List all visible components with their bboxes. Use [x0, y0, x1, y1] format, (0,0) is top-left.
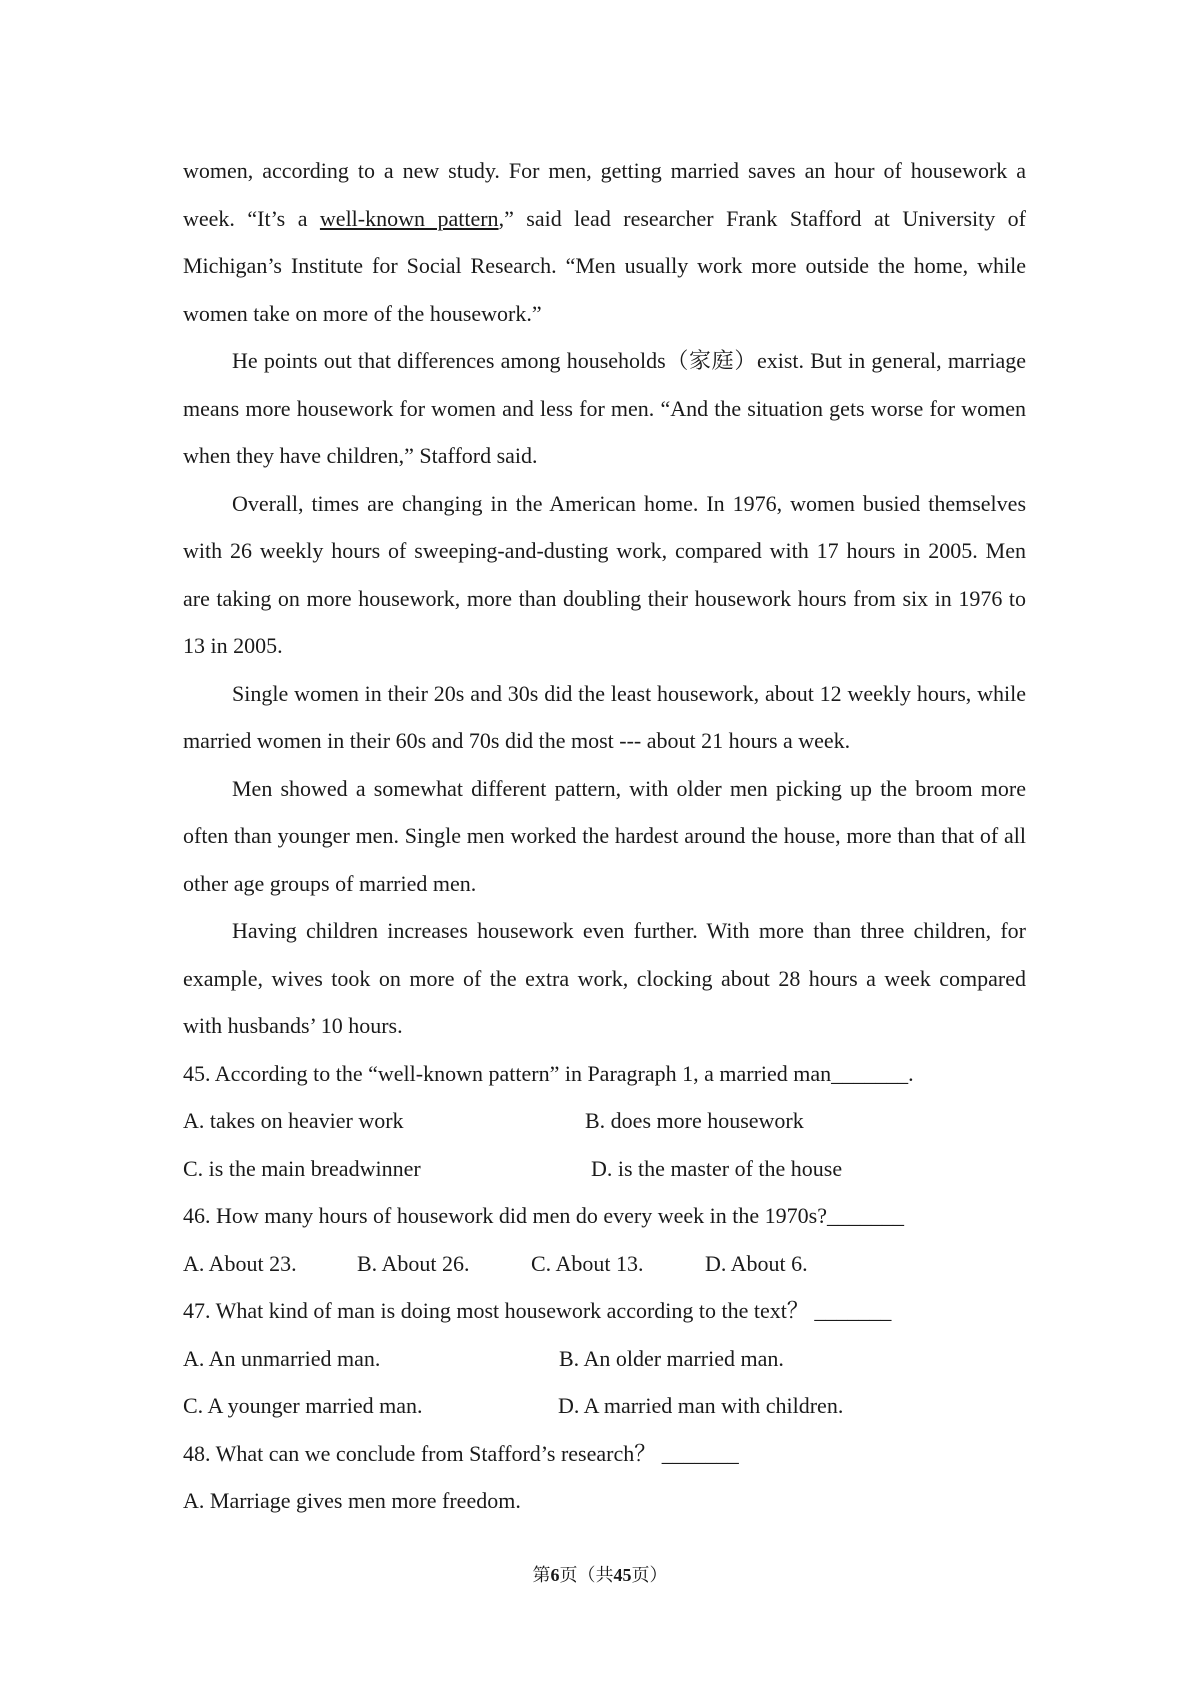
- option-46-d: D. About 6.: [705, 1250, 808, 1276]
- passage-paragraph-6: Having children increases housework even further. With more than three children, for example, wives took on more of the extra work, clocking about 28 hours a week compared with husbands’ 10 hours.: [183, 918, 1026, 1038]
- option-47-b: B. An older married man.: [559, 1345, 784, 1371]
- underlined-phrase: well-known pattern: [319, 205, 499, 231]
- paragraph-1-end: ,” said lead researcher Frank Stafford at University of Michigan’s Institute for Social Research. “Men usually work more outside the home, while women take on more of the housework.”: [183, 205, 1027, 326]
- passage-paragraph-2: He points out that differences among households（家庭）exist. But in general, marriage means more housework for women and less for men. “And the situation gets worse for women when they have children,” Stafford said.: [183, 348, 1026, 468]
- option-45-b: B. does more housework: [585, 1108, 804, 1133]
- option-45-a: A. takes on heavier work: [183, 1108, 404, 1133]
- option-47-d: D. A married man with children.: [558, 1393, 844, 1418]
- option-46-b: B. About 26.: [357, 1250, 470, 1276]
- document-body: [183, 147, 1026, 1525]
- question-45-options-row-1: [183, 1097, 1026, 1145]
- passage-paragraph-3: Overall, times are changing in the American home. In 1976, women busied themselves with 26 weekly hours of sweeping-and-dusting work, compared with 17 hours in 2005. Men are taking on more housework, more than doubling their housework hours from six in 1976 to 13 in 2005.: [183, 490, 1026, 658]
- passage-paragraph-4: Single women in their 20s and 30s did the least housework, about 12 weekly hours, while married women in their 60s and 70s did the most --- about 21 hours a week.: [183, 680, 1026, 753]
- footer-page-number: 6: [550, 1565, 560, 1585]
- page-footer: [0, 1563, 1200, 1587]
- option-45-c: C. is the main breadwinner: [183, 1155, 421, 1181]
- question-46-stem: 46. How many hours of housework did men do every week in the 1970s?_______: [183, 1203, 904, 1228]
- footer-suffix: 页）: [631, 1565, 668, 1585]
- question-48-stem: 48. What can we conclude from Stafford’s research？ _______: [183, 1440, 739, 1466]
- question-45-options-row-2: [183, 1145, 1026, 1193]
- option-45-d: D. is the master of the house: [591, 1155, 843, 1181]
- option-46-a: A. About 23.: [183, 1250, 297, 1276]
- option-47-a: A. An unmarried man.: [183, 1345, 381, 1371]
- option-46-c: C. About 13.: [531, 1250, 644, 1276]
- question-46-options-row: [183, 1240, 1026, 1288]
- question-45-stem: 45. According to the “well-known pattern” in Paragraph 1, a married man_______.: [183, 1060, 914, 1086]
- passage-paragraph-5: Men showed a somewhat different pattern, with older men picking up the broom more often than younger men. Single men worked the hardest around the house, more than that of all other age groups of married men.: [183, 775, 1026, 896]
- paragraph-1-start: women, according to a new study. For men, getting married saves an hour of housework a week. “It’s a: [183, 158, 1026, 231]
- question-47-options-row-1: [183, 1335, 1026, 1383]
- option-47-c: C. A younger married man.: [183, 1393, 423, 1418]
- question-47-stem: 47. What kind of man is doing most housework according to the text？ _______: [183, 1298, 892, 1323]
- option-48-a: A. Marriage gives men more freedom.: [183, 1488, 521, 1513]
- passage-paragraph-1: [183, 147, 1026, 337]
- question-47-options-row-2: [183, 1382, 1026, 1430]
- footer-prefix: 第: [532, 1565, 551, 1585]
- footer-mid: 页（共: [559, 1565, 614, 1585]
- footer-total-pages: 45: [613, 1565, 632, 1585]
